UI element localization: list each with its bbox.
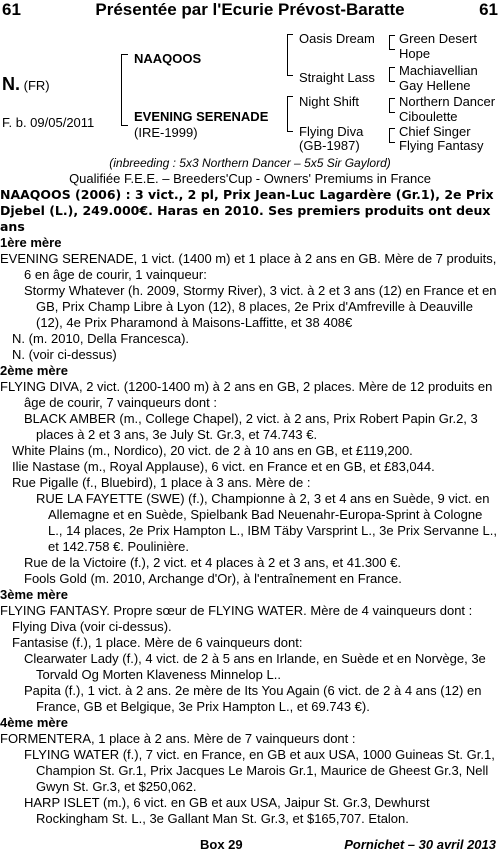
progeny-fools-gold: Fools Gold (m. 2010, Archange d'Or), à l'entraînement en France. [24, 571, 402, 586]
third-dam-text: FLYING FANTASY. Propre sœur de FLYING WATER. Mère de 4 vainqueurs dont : [0, 603, 473, 618]
second-dam-label: 2ème mère [0, 363, 68, 378]
progeny-rue-pigalle: Rue Pigalle (f., Bluebird), 1 place à 3 ans. Mère de : [12, 475, 311, 490]
first-dam-label: 1ère mère [0, 235, 62, 250]
sire-dam: Straight Lass [299, 70, 375, 85]
horse-name: N. [2, 74, 20, 94]
progeny-rue-fayette: RUE LA FAYETTE (SWE) (f.), Championne à 2, 3 et 4 ans en Suède, 9 vict. en Allemagne et en Suède, Spielbank Bad Neuenahr-Europa-Sprint à Cologne L., 14 places, 2e Prix Hampton L., IBM Täby Varsprint L., 3e Prix Servanne L., et 142.758 €. Poulinière. [36, 491, 497, 554]
dam-origin: (IRE-1999) [134, 125, 198, 140]
ss-sire: Green Desert [399, 31, 478, 46]
horse-origin: (FR) [23, 78, 50, 93]
horse-name-row [2, 74, 50, 94]
page-title: Présentée par l'Ecurie Prévost-Baratte [95, 0, 405, 19]
fourth-dam-text: FORMENTERA, 1 place à 2 ans. Mère de 7 vainqueurs dont : [0, 731, 356, 746]
lot-number-right: 61 [479, 0, 498, 19]
box-number: Box 29 [200, 837, 243, 852]
pedigree-notes [0, 155, 500, 827]
bracket-gg3 [389, 98, 395, 113]
dam-name: EVENING SERENADE [134, 109, 269, 124]
fourth-dam-label: 4ème mère [0, 715, 68, 730]
ds-sire: Northern Dancer [399, 94, 496, 109]
qualification-note: Qualifiée F.E.E. – Breeders'Cup - Owners' Premiums in France [69, 171, 431, 186]
bracket-gg1 [389, 35, 395, 50]
progeny-stormy: Stormy Whatever (h. 2009, Stormy River), 3 vict. à 2 et 3 ans (12) en France et en GB, Prix Champ Libre à Lyon (12), 8 places, 2e Prix d'Amfreville à Deauville (12), 4e Prix Pharamond à Maisons-Laffitte, et 38 408€ [24, 283, 497, 330]
bracket-gg2 [389, 67, 395, 82]
sale-place-date: Pornichet – 30 avril 2013 [344, 837, 496, 852]
lot-number-left: 61 [2, 0, 21, 19]
progeny-harp-islet: HARP ISLET (m.), 6 vict. en GB et aux USA, Jaipur St. Gr.3, Dewhurst Rockingham St. L., 3e Gallant Man St. Gr.3, et $165,707. Etalon. [24, 795, 430, 826]
progeny-white-plains: White Plains (m., Nordico), 20 vict. de 2 à 10 ans en GB, et £119,200. [12, 443, 413, 458]
dam-dam-origin: (GB-1987) [299, 138, 360, 153]
foaling-date: F. b. 09/05/2011 [2, 115, 95, 130]
progeny-flying-water: FLYING WATER (f.), 7 vict. en France, en GB et aux USA, 1000 Guineas St. Gr.1, Champion St. Gr.1, Prix Jacques Le Marois Gr.1, Maurice de Gheest Gr.3, Nell Gwyn St. Gr.3, et $250,062. [24, 747, 495, 794]
bracket-sire-parents [287, 34, 293, 76]
pedigree-table [0, 28, 500, 154]
page-header [2, 0, 498, 22]
progeny-clearwater: Clearwater Lady (f.), 4 vict. de 2 à 5 ans en Irlande, en Suède et en Norvège, 3e Torvald Og Morten Klaveness Minnelop L.. [24, 651, 486, 682]
sd-dam: Gay Hellene [399, 78, 471, 93]
first-dam-text: EVENING SERENADE, 1 vict. (1400 m) et 1 place à 2 ans en GB. Mère de 7 produits, 6 en âge de courir, 1 vainqueur: [0, 251, 497, 282]
inbreeding-note: (inbreeding : 5x3 Northern Dancer – 5x5 Sir Gaylord) [109, 156, 391, 170]
progeny-flying-diva: Flying Diva (voir ci-dessus). [12, 619, 172, 634]
second-dam-text: FLYING DIVA, 2 vict. (1200-1400 m) à 2 ans en GB, 2 places. Mère de 12 produits en âge de courir, 7 vainqueurs dont : [0, 379, 493, 410]
dam-sire: Night Shift [299, 94, 359, 109]
progeny-rue-victoire: Rue de la Victoire (f.), 2 vict. et 4 places à 2 et 3 ans, et 41.300 €. [24, 555, 401, 570]
dd-dam: Flying Fantasy [399, 138, 484, 153]
progeny-n-2010: N. (m. 2010, Della Francesca). [12, 331, 190, 346]
third-dam-label: 3ème mère [0, 587, 68, 602]
ds-dam: Ciboulette [399, 109, 458, 124]
bracket-parents [121, 54, 128, 126]
progeny-ilie: Ilie Nastase (m., Royal Applause), 6 vict. en France et en GB, et £83,044. [12, 459, 435, 474]
ss-dam: Hope [399, 46, 431, 61]
progeny-fantasise: Fantasise (f.), 1 place. Mère de 6 vainqueurs dont: [12, 635, 303, 650]
bracket-gg4 [389, 128, 395, 143]
progeny-n-self: N. (voir ci-dessus) [12, 347, 117, 362]
bracket-dam-parents [287, 96, 293, 132]
sire-summary: NAAQOOS (2006) : 3 vict., 2 pl, Prix Jean-Luc Lagardère (Gr.1), 2e Prix Djebel (L.), 249.000€. Haras en 2010. Ses premiers produits ont deux ans [0, 187, 494, 234]
progeny-papita: Papita (f.), 1 vict. à 2 ans. 2e mère de Its You Again (6 vict. de 2 à 4 ans (12) en France, GB et Belgique, 3e Prix Hampton L., et 69.743 €). [24, 683, 482, 714]
progeny-black-amber: BLACK AMBER (m., College Chapel), 2 vict. à 2 ans, Prix Robert Papin Gr.2, 3 places à 2 et 3 ans, 3e July St. Gr.3, et 74.743 €. [24, 411, 478, 442]
page-footer [0, 837, 500, 855]
sd-sire: Machiavellian [399, 63, 478, 78]
dd-sire: Chief Singer [399, 124, 471, 139]
dam-dam: Flying Diva [299, 124, 364, 139]
sire-sire: Oasis Dream [299, 31, 375, 46]
sire-name: NAAQOOS [134, 51, 202, 66]
